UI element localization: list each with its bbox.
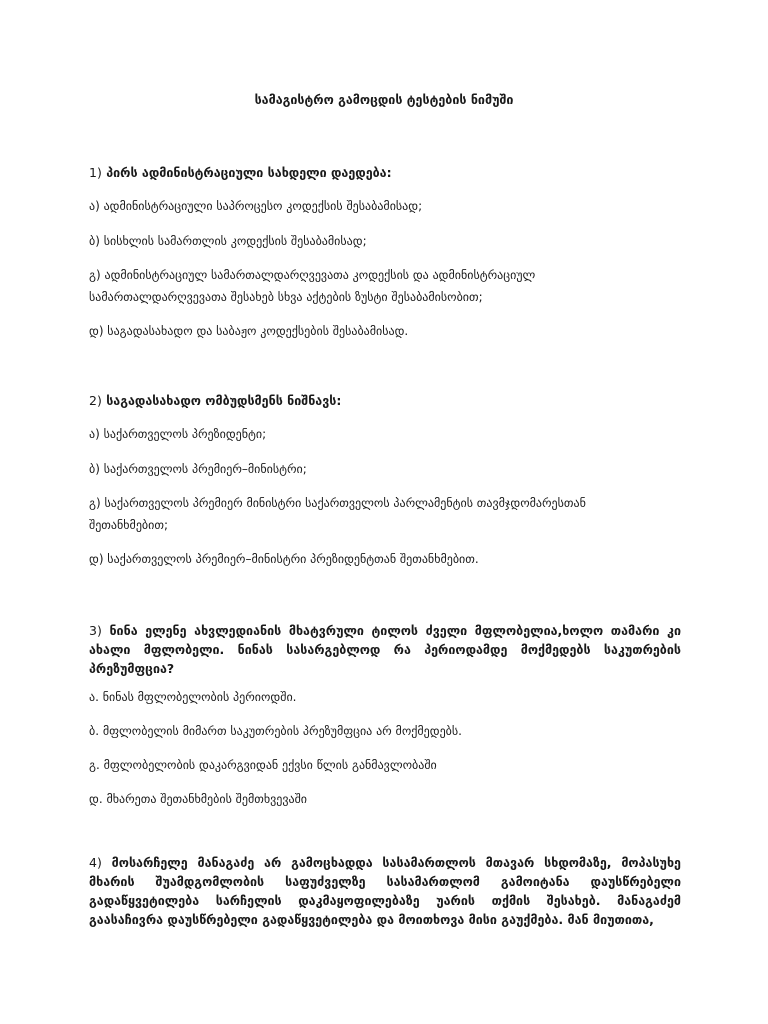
answer-option-continued: შეთანხმებით; (89, 518, 168, 532)
question-1 (89, 165, 392, 180)
question-number: 4) (89, 855, 102, 870)
question-number: 2) (89, 393, 102, 408)
question-2 (89, 393, 341, 408)
answer-option: გ) საქართველოს პრემიერ მინისტრი საქართველოს პარლამენტის თავმჯდომარესთან (89, 496, 586, 510)
question-text: ნინა ელენე ახვლედიანის მხატვრული ტილოს ძველი მფლობელია,ხოლო თამარი კი ახალი მფლობელი. ნინას სასარგებლოდ რა პერიოდამდე მოქმედებს საკუთრების პრეზუმფცია? (89, 623, 681, 676)
question-text: საგადასახადო ომბუდსმენს ნიშნავს: (106, 393, 342, 408)
document-title: სამაგისტრო გამოცდის ტესტების ნიმუში (254, 92, 514, 107)
question-number: 3) (89, 623, 102, 638)
answer-option: ბ) სისხლის სამართლის კოდექსის შესაბამისად; (89, 234, 367, 248)
answer-option: გ. მფლობელობის დაკარგვიდან ექვსი წლის განმავლობაში (89, 758, 437, 772)
question-3 (89, 621, 681, 678)
answer-option: დ) საგადასახადო და საბაჟო კოდექსების შესაბამისად. (89, 324, 409, 338)
answer-option: ა) საქართველოს პრეზიდენტი; (89, 427, 267, 441)
answer-option: ბ. მფლობელის მიმართ საკუთრების პრეზუმფცია არ მოქმედებს. (89, 724, 462, 738)
question-number: 1) (89, 165, 102, 180)
answer-option-continued: სამართალდარღვევათა შესახებ სხვა აქტების ზუსტი შესაბამისობით; (89, 290, 483, 304)
answer-option: დ) საქართველოს პრემიერ–მინისტრი პრეზიდენტთან შეთანხმებით. (89, 552, 479, 566)
answer-option: ა) ადმინისტრაციული საპროცესო კოდექსის შესაბამისად; (89, 199, 423, 213)
question-4 (89, 853, 681, 929)
answer-option: ა. ნინას მფლობელობის პერიოდში. (89, 690, 297, 704)
question-text: მოსარჩელე მანაგაძე არ გამოცხადდა სასამართლოს მთავარ სხდომაზე, მოპასუხე მხარის შუამდგომლობის საფუძველზე სასამართლომ გამოიტანა დაუსწრებელი გადაწყვეტილება სარჩელის დაკმაყოფილებაზე უარის თქმის შესახებ. მანაგაძემ გაასაჩივრა დაუსწრებელი გადაწყვეტილება და მოითხოვა მისი გაუქმება. მან მიუთითა, (89, 855, 681, 927)
answer-option: გ) ადმინისტრაციულ სამართალდარღვევათა კოდექსის და ადმინისტრაციულ (89, 268, 536, 282)
question-text: პირს ადმინისტრაციული სახდელი დაედება: (106, 165, 392, 180)
answer-option: ბ) საქართველოს პრემიერ–მინისტრი; (89, 462, 307, 476)
answer-option: დ. მხარეთა შეთანხმების შემთხვევაში (89, 792, 308, 806)
